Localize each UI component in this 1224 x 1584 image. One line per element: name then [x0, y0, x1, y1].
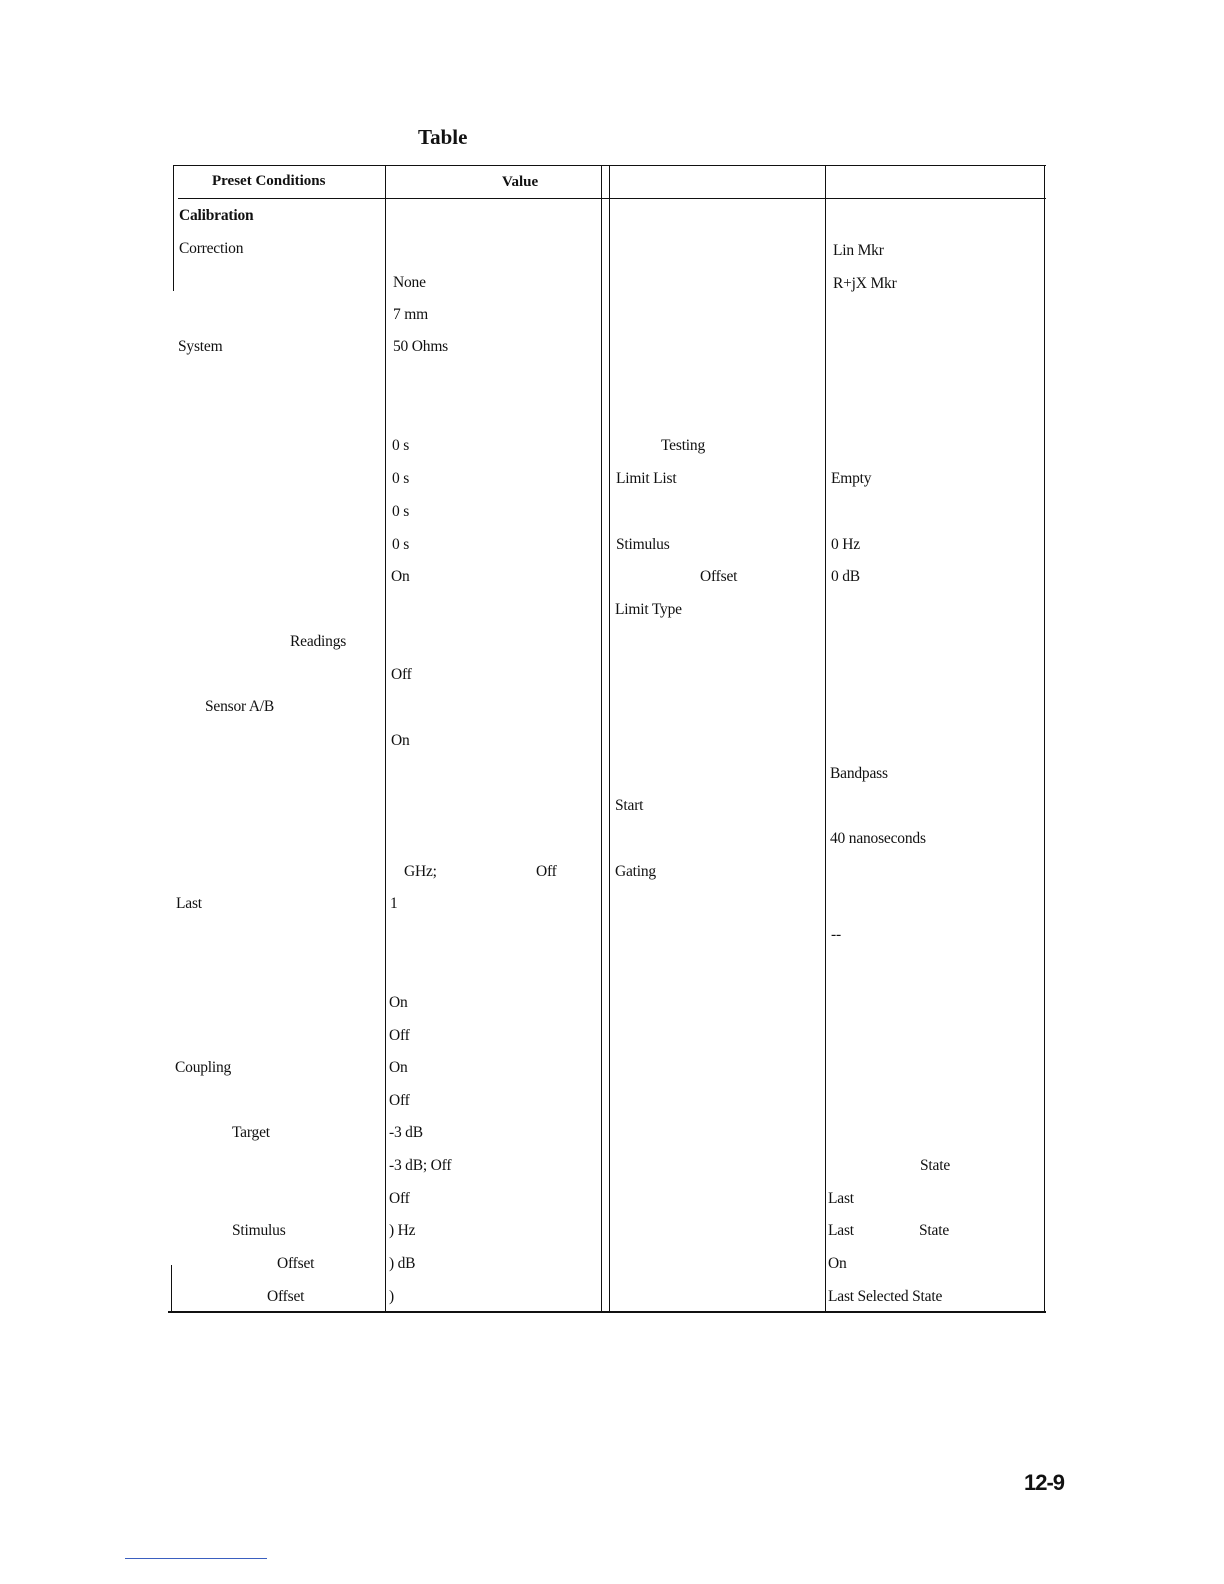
column-divider-2a — [601, 165, 602, 1313]
cell-target: Target — [232, 1124, 270, 1141]
cell-rjx-mkr: R+jX Mkr — [833, 275, 897, 292]
cell-value-1: 1 — [390, 895, 398, 912]
column-divider-1 — [385, 165, 386, 1313]
header-preset-conditions: Preset Conditions — [212, 173, 326, 189]
cell-value-paren: ) — [389, 1288, 394, 1305]
cell-start: Start — [615, 797, 644, 814]
cell-value-0s-4: 0 s — [392, 536, 410, 553]
cell-state-1: State — [920, 1157, 950, 1174]
cell-gating: Gating — [615, 863, 656, 880]
cell-last-selected-state: Last Selected State — [828, 1288, 943, 1305]
cell-limit-list: Limit List — [616, 470, 677, 487]
cell-value-hz: ) Hz — [389, 1222, 416, 1239]
cell-calibration: Calibration — [179, 207, 254, 224]
cell-value-off-5: Off — [389, 1190, 410, 1207]
cell-limit-type: Limit Type — [615, 601, 682, 618]
cell-state-2: State — [919, 1222, 949, 1239]
cell-on-4: On — [828, 1255, 847, 1272]
table-left-border-lower — [171, 1265, 172, 1311]
cell-dash: -- — [831, 926, 841, 943]
cell-value-none: None — [393, 274, 426, 291]
footer-rule — [125, 1558, 267, 1559]
preset-conditions-table — [168, 165, 1046, 1313]
cell-readings: Readings — [290, 633, 347, 650]
cell-sensor-ab: Sensor A/B — [205, 698, 275, 715]
cell-bandpass: Bandpass — [830, 765, 888, 782]
cell-value-7mm: 7 mm — [393, 306, 428, 323]
cell-value-db: ) dB — [389, 1255, 416, 1272]
table-bottom-border — [168, 1311, 1046, 1313]
cell-stimulus: Stimulus — [232, 1222, 286, 1239]
cell-last-1: Last — [828, 1190, 854, 1207]
cell-empty: Empty — [831, 470, 872, 487]
cell-offset-3: Offset — [700, 568, 738, 585]
cell-value-50-ohms: 50 Ohms — [393, 338, 449, 355]
column-divider-3 — [825, 165, 826, 1313]
table-right-border — [1044, 165, 1045, 1313]
cell-offset-1: Offset — [277, 1255, 315, 1272]
cell-coupling: Coupling — [175, 1059, 232, 1076]
cell-correction: Correction — [179, 240, 244, 257]
cell-value-on-3: On — [389, 994, 408, 1011]
cell-system: System — [178, 338, 223, 355]
table-title: Table — [418, 125, 468, 149]
cell-value-on-2: On — [391, 732, 410, 749]
cell-value-0s-2: 0 s — [392, 470, 410, 487]
cell-value-ghz: GHz; — [404, 863, 437, 880]
cell-value-on-4: On — [389, 1059, 408, 1076]
cell-value-minus3db: -3 dB — [389, 1124, 423, 1141]
cell-last-2: Last — [828, 1222, 854, 1239]
cell-offset-2: Offset — [267, 1288, 305, 1305]
cell-value-off-2: Off — [536, 863, 557, 880]
cell-0hz: 0 Hz — [831, 536, 860, 553]
column-divider-2b — [609, 165, 610, 1313]
cell-lin-mkr: Lin Mkr — [833, 242, 884, 259]
cell-value-off-4: Off — [389, 1092, 410, 1109]
cell-value-off-3: Off — [389, 1027, 410, 1044]
cell-last: Last — [176, 895, 202, 912]
cell-testing: Testing — [661, 437, 706, 454]
table-left-border — [173, 165, 174, 291]
cell-40-nanoseconds: 40 nanoseconds — [830, 830, 926, 847]
cell-value-0s-1: 0 s — [392, 437, 410, 454]
table-header-divider — [178, 198, 1046, 199]
cell-value-minus3db-off: -3 dB; Off — [389, 1157, 452, 1174]
header-value: Value — [502, 174, 539, 190]
page-number: 12-9 — [1024, 1470, 1065, 1495]
cell-value-off-1: Off — [391, 666, 412, 683]
cell-value-on-1: On — [391, 568, 410, 585]
cell-stimulus-3: Stimulus — [616, 536, 670, 553]
cell-value-0s-3: 0 s — [392, 503, 410, 520]
cell-0db: 0 dB — [831, 568, 860, 585]
